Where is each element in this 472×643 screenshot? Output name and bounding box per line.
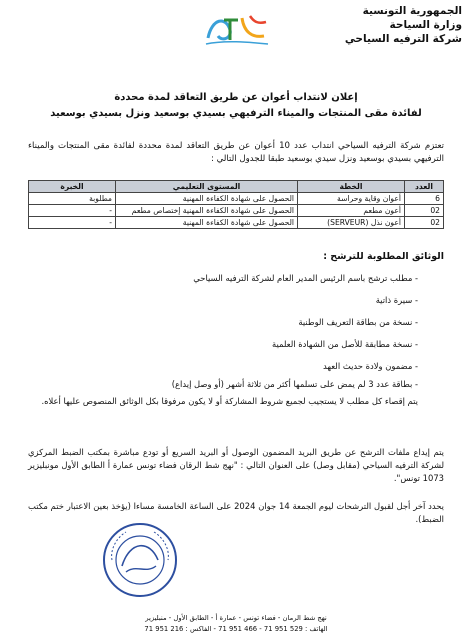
- positions-table: [28, 180, 444, 229]
- cell-experience: -: [29, 205, 116, 217]
- list-item: - سيرة ذاتية: [375, 295, 418, 305]
- cell-count: 6: [405, 193, 444, 205]
- list-item: - نسخة من بطاقة التعريف الوطنية: [298, 317, 418, 327]
- table-header-row: [29, 181, 444, 193]
- cell-education: الحصول على شهادة الكفاءة المهنية إختصاص مطعم: [116, 205, 298, 217]
- table-row: [29, 193, 444, 205]
- cell-count: 02: [405, 217, 444, 229]
- footer-contacts: الهاتف : 529 951 71 - 466 951 71 - الفاكس : 216 951 71: [144, 625, 328, 633]
- cell-education: الحصول على شهادة الكفاءة المهنية: [116, 217, 298, 229]
- cell-plan: أعوان وقاية وحراسة: [298, 193, 405, 205]
- header-experience: الخبرة: [29, 181, 116, 193]
- deadline-paragraph: يحدد آخر أجل لقبول الترشحات ليوم الجمعة 14 جوان 2024 على الساعة الخامسة مساءا (يؤخذ بعين الاعتبار ختم مكتب الضبط).: [28, 501, 444, 524]
- header-education: المستوى التعليمي: [116, 181, 298, 193]
- submission-paragraph: يتم إيداع ملفات الترشح عن طريق البريد المضمون الوصول أو البريد السريع أو تودع مباشرة بمكتب الضبط المركزي لشركة الترفيه السياحي (مقابل وصل) على العنوان التالي : "نهج شط الرقان فضاء تونس عمارة أ الطابق الأول مونبليزير 1073 تونس".: [28, 447, 444, 483]
- header-count: العدد: [405, 181, 444, 193]
- cell-experience: مطلوبة: [29, 193, 116, 205]
- announcement-title: إعلان لانتداب أعوان عن طريق التعاقد لمدة محددة: [114, 92, 358, 103]
- official-stamp: [100, 520, 180, 600]
- exclusion-note: يتم إقصاء كل مطلب لا يستجيب لجميع شروط المشاركة أو لا يكون مرفوقا بكل الوثائق المنصوص عليها أعلاه.: [41, 396, 418, 406]
- page-footer: [28, 613, 444, 635]
- table-row: [29, 217, 444, 229]
- list-item: - مضمون ولادة حديث العهد: [323, 361, 418, 371]
- cell-plan: أعون نذل (SERVEUR): [298, 217, 405, 229]
- header-ministry: وزارة السياحة: [389, 19, 462, 31]
- company-logo: [200, 8, 272, 48]
- announcement-subtitle: لفائدة مقى المنتجات والميناء الترفيهي بسيدي بوسعيد ونزل بسيدي بوسعيد: [50, 108, 422, 119]
- documents-list: [28, 267, 418, 377]
- cell-plan: أعون مطعم: [298, 205, 405, 217]
- list-item: - مطلب ترشح باسم الرئيس المدير العام لشركة الترفيه السياحي: [193, 273, 418, 283]
- header-plan: الخطة: [298, 181, 405, 193]
- cell-education: الحصول على شهادة الكفاءة المهنية: [116, 193, 298, 205]
- table-row: [29, 205, 444, 217]
- documents-title: الوثائق المطلوبة للترشح :: [323, 251, 444, 262]
- documents-notes: [28, 378, 418, 408]
- cell-experience: -: [29, 217, 116, 229]
- letterhead: [312, 4, 462, 46]
- list-item: - بطاقة عدد 3 لم يمض على تسلمها أكثر من ثلاثة أشهر (أو وصل إيداع): [171, 379, 418, 389]
- header-company: شركة الترفيه السياحي: [344, 33, 462, 45]
- intro-paragraph: تعتزم شركة الترفيه السياحي انتداب عدد 10 أعوان عن طريق التعاقد لمدة محددة لفائدة مقى المنتجات والميناء الترفيهي بسيدي بوسعيد ونزل سيدي بوسعيد طبقا للجدول التالي :: [28, 141, 445, 164]
- cell-count: 02: [405, 205, 444, 217]
- header-country: الجمهورية التونسية: [362, 5, 462, 17]
- footer-address: نهج شط الرمان - فضاء تونس - عمارة أ - الطابق الأول - منبليزير: [145, 614, 327, 622]
- list-item: - نسخة مطابقة للأصل من الشهادة العلمية: [272, 339, 418, 349]
